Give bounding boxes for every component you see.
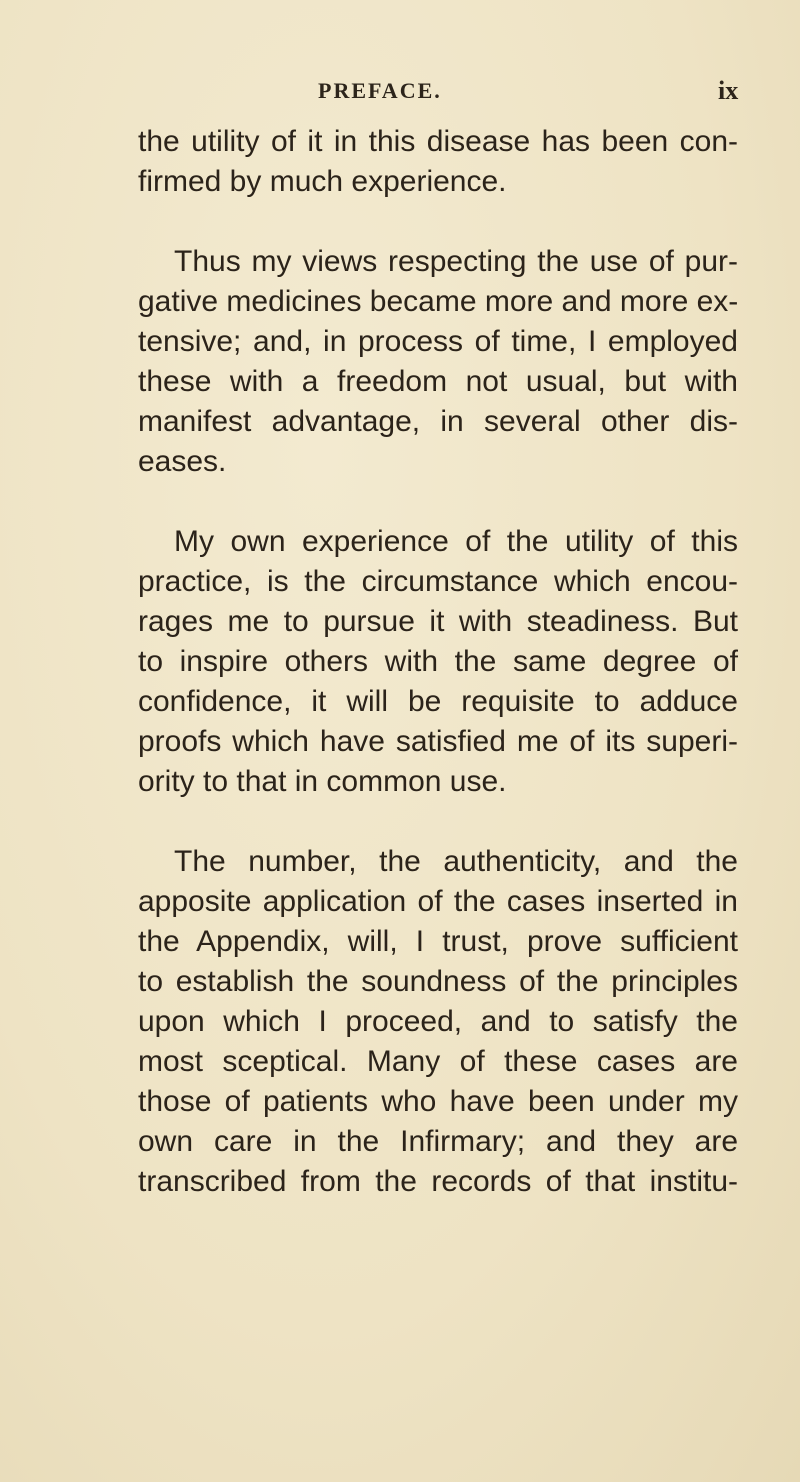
text-line: rages me to pursue it with steadiness. But [138, 605, 738, 638]
text-line: eases. [138, 445, 227, 478]
page-number: ix [718, 76, 739, 105]
paragraph-2 [138, 242, 738, 482]
text-line: manifest advantage, in several other dis- [138, 405, 738, 438]
body-text [138, 122, 738, 1242]
text-line: proofs which have satisfied me of its superi- [138, 725, 738, 758]
running-title: PREFACE. [318, 78, 442, 103]
text-line: firmed by much experience. [138, 165, 507, 198]
text-line: tensive; and, in process of time, I employed [138, 325, 738, 358]
text-line: these with a freedom not usual, but with [138, 365, 738, 398]
text-line: most sceptical. Many of these cases are [138, 1045, 738, 1078]
paragraph-3 [138, 522, 738, 802]
running-head [0, 78, 800, 114]
text-line: My own experience of the utility of this [174, 525, 738, 558]
text-line: upon which I proceed, and to satisfy the [138, 1005, 738, 1038]
paragraph-1 [138, 122, 738, 202]
text-line: gative medicines became more and more ex- [138, 285, 739, 318]
text-line: The number, the authenticity, and the [174, 845, 738, 878]
text-line: Thus my views respecting the use of pur- [174, 245, 738, 278]
text-line: those of patients who have been under my [138, 1085, 738, 1118]
text-line: transcribed from the records of that institu- [138, 1165, 738, 1198]
text-line: to inspire others with the same degree of [138, 645, 738, 678]
text-line: to establish the soundness of the principles [138, 965, 738, 998]
text-line: confidence, it will be requisite to adduce [138, 685, 738, 718]
text-line: practice, is the circumstance which encou- [138, 565, 738, 598]
text-line: the utility of it in this disease has been con- [138, 125, 738, 158]
text-line: apposite application of the cases inserted in [138, 885, 738, 918]
text-line: own care in the Infirmary; and they are [138, 1125, 738, 1158]
text-line: the Appendix, will, I trust, prove sufficient [138, 925, 738, 958]
paragraph-4 [138, 842, 738, 1202]
text-line: ority to that in common use. [138, 765, 507, 798]
